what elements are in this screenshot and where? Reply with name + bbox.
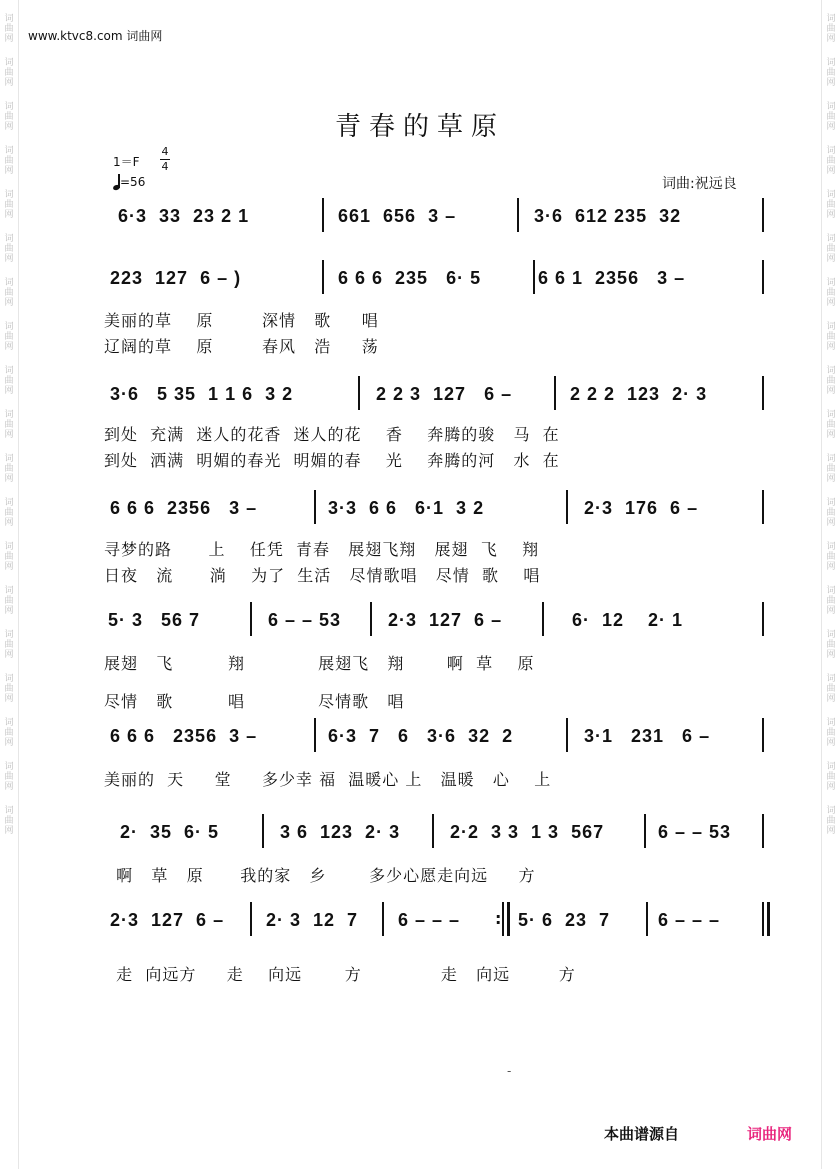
staff-row [100, 264, 768, 304]
watermark-text: 词 曲 网 [826, 366, 836, 396]
watermark-text: 词 曲 网 [826, 806, 836, 836]
staff-row [100, 906, 768, 946]
time-signature [160, 146, 170, 173]
watermark-text: 词 曲 网 [4, 806, 14, 836]
barline [262, 814, 264, 848]
watermark-text: 词 曲 网 [4, 366, 14, 396]
watermark-text: 词 曲 网 [4, 630, 14, 660]
watermark-text: 词 曲 网 [826, 410, 836, 440]
barline [644, 814, 646, 848]
measure: 2 2 2 123 2· 3 [570, 384, 708, 404]
measure: 3·3 6 6 6·1 3 2 [328, 498, 485, 518]
watermark-text: 词 曲 网 [826, 278, 836, 308]
measure: 3·6 612 235 32 [534, 206, 682, 226]
barline [566, 490, 568, 524]
measure: 6 – – – [398, 910, 461, 930]
staff-row [100, 202, 768, 242]
measure: 2·3 127 6 – [110, 910, 225, 930]
watermark-text: 词 曲 网 [4, 102, 14, 132]
watermark-text: 词 曲 网 [4, 146, 14, 176]
quarter-note-icon [113, 174, 120, 190]
measure: 5· 6 23 7 [518, 910, 611, 930]
staff-row [100, 722, 768, 762]
barline [314, 718, 316, 752]
measure: 3·1 231 6 – [584, 726, 711, 746]
barline [533, 260, 535, 294]
barline [250, 602, 252, 636]
barline [646, 902, 648, 936]
measure: 2·3 176 6 – [584, 498, 699, 518]
barline [502, 902, 504, 936]
watermark-text: 词 曲 网 [4, 234, 14, 264]
watermark-text: 词 曲 网 [826, 762, 836, 792]
key-signature: 1＝F [113, 155, 140, 169]
measure: 6 6 6 235 6· 5 [338, 268, 482, 288]
page-marker: - [507, 1064, 512, 1078]
measure: 3 6 123 2· 3 [280, 822, 401, 842]
time-signature-bottom: 4 [161, 160, 169, 173]
barline [566, 718, 568, 752]
staff-row [100, 818, 768, 858]
lyric-line: 到处 洒满 明媚的春光 明媚的春 光 奔腾的河 水 在 [104, 451, 560, 470]
measure: 6· 12 2· 1 [572, 610, 684, 630]
watermark-text: 词 曲 网 [4, 454, 14, 484]
watermark-text: 词 曲 网 [826, 14, 836, 44]
footer-brand: 词曲网 [747, 1125, 793, 1143]
measure: 661 656 3 – [338, 206, 457, 226]
watermark-text: 词 曲 网 [4, 14, 14, 44]
watermark-text: 词 曲 网 [826, 630, 836, 660]
measure: 6 – – 53 [658, 822, 732, 842]
measure: 2· 3 12 7 [266, 910, 359, 930]
lyric-line: 到处 充满 迷人的花香 迷人的花 香 奔腾的骏 马 在 [104, 425, 560, 444]
watermark-text: 词 曲 网 [826, 718, 836, 748]
time-signature-top: 4 [161, 145, 169, 158]
watermark-text: 词 曲 网 [826, 542, 836, 572]
watermark-text: 词 曲 网 [4, 190, 14, 220]
barline [322, 198, 324, 232]
barline [517, 198, 519, 232]
barline [250, 902, 252, 936]
barline [322, 260, 324, 294]
barline [314, 490, 316, 524]
lyric-line: 美丽的草 原 深情 歌 唱 [104, 311, 379, 330]
watermark-text: 词 曲 网 [4, 674, 14, 704]
barline [762, 814, 764, 848]
credit: 词曲:祝远良 [662, 176, 737, 192]
barline [358, 376, 360, 410]
lyric-line: 寻梦的路 上 任凭 青春 展翅飞翔 展翅 飞 翔 [104, 540, 540, 559]
watermark-text: 词 曲 网 [826, 146, 836, 176]
measure: 3·6 5 35 1 1 6 3 2 [110, 384, 294, 404]
lyric-line: 尽情 歌 唱 尽情歌 唱 [104, 692, 405, 711]
watermark-text: 词 曲 网 [4, 58, 14, 88]
watermark-text: 词 曲 网 [4, 410, 14, 440]
tempo-marking [113, 174, 145, 190]
measure: 2· 35 6· 5 [120, 822, 220, 842]
barline [554, 376, 556, 410]
watermark-text: 词 曲 网 [4, 542, 14, 572]
watermark-text: 词 曲 网 [826, 58, 836, 88]
barline [370, 602, 372, 636]
measure: 2·3 127 6 – [388, 610, 503, 630]
measure: 6 6 6 2356 3 – [110, 498, 258, 518]
watermark-text: 词 曲 网 [826, 102, 836, 132]
watermark-text: 词 曲 网 [826, 674, 836, 704]
watermark-text: 词 曲 网 [826, 586, 836, 616]
watermark-text: 词 曲 网 [4, 586, 14, 616]
lyric-line: 展翅 飞 翔 展翅飞 翔 啊 草 原 [104, 654, 535, 673]
barline [762, 376, 764, 410]
lyric-line: 走 向远方 走 向远 方 走 向远 方 [104, 965, 576, 984]
staff-row [100, 606, 768, 646]
page-title: 青春的草原 [334, 112, 505, 142]
staff-row [100, 494, 768, 534]
barline [762, 490, 764, 524]
watermark-text: 词 曲 网 [4, 498, 14, 528]
barline [382, 902, 384, 936]
staff-row [100, 380, 768, 420]
barline [762, 718, 764, 752]
barline [762, 902, 764, 936]
footer-label: 本曲谱源自 [604, 1125, 680, 1143]
watermark-text: 词 曲 网 [4, 278, 14, 308]
measure: 6·3 33 23 2 1 [118, 206, 250, 226]
measure: 5· 3 56 7 [108, 610, 201, 630]
source-url: www.ktvc8.com 词曲网 [28, 29, 163, 43]
barline [432, 814, 434, 848]
right-watermark-strip [821, 0, 840, 1169]
measure: 223 127 6 – ) [110, 268, 242, 288]
lyric-line: 美丽的 天 堂 多少幸 福 温暖心 上 温暖 心 上 [104, 770, 552, 789]
measure: 2 2 3 127 6 – [376, 384, 513, 404]
measure: 6·3 7 6 3·6 32 2 [328, 726, 514, 746]
watermark-text: 词 曲 网 [826, 190, 836, 220]
tempo-value: =56 [120, 175, 146, 189]
left-watermark-strip [0, 0, 19, 1169]
measure: 2·2 3 3 1 3 567 [450, 822, 605, 842]
watermark-text: 词 曲 网 [826, 322, 836, 352]
measure: 6 6 1 2356 3 – [538, 268, 686, 288]
watermark-text: 词 曲 网 [4, 322, 14, 352]
watermark-text: 词 曲 网 [826, 498, 836, 528]
measure: 6 6 6 2356 3 – [110, 726, 258, 746]
measure: 6 – – – [658, 910, 721, 930]
watermark-text: 词 曲 网 [826, 454, 836, 484]
lyric-line: 啊 草 原 我的家 乡 多少心愿走向远 方 [104, 866, 536, 885]
watermark-text: 词 曲 网 [4, 718, 14, 748]
lyric-line: 日夜 流 淌 为了 生活 尽情歌唱 尽情 歌 唱 [104, 566, 541, 585]
barline [542, 602, 544, 636]
barline [762, 260, 764, 294]
barline [762, 198, 764, 232]
watermark-text: 词 曲 网 [4, 762, 14, 792]
measure: 6 – – 53 [268, 610, 342, 630]
barline [762, 602, 764, 636]
lyric-line: 辽阔的草 原 春风 浩 荡 [104, 337, 379, 356]
watermark-text: 词 曲 网 [826, 234, 836, 264]
